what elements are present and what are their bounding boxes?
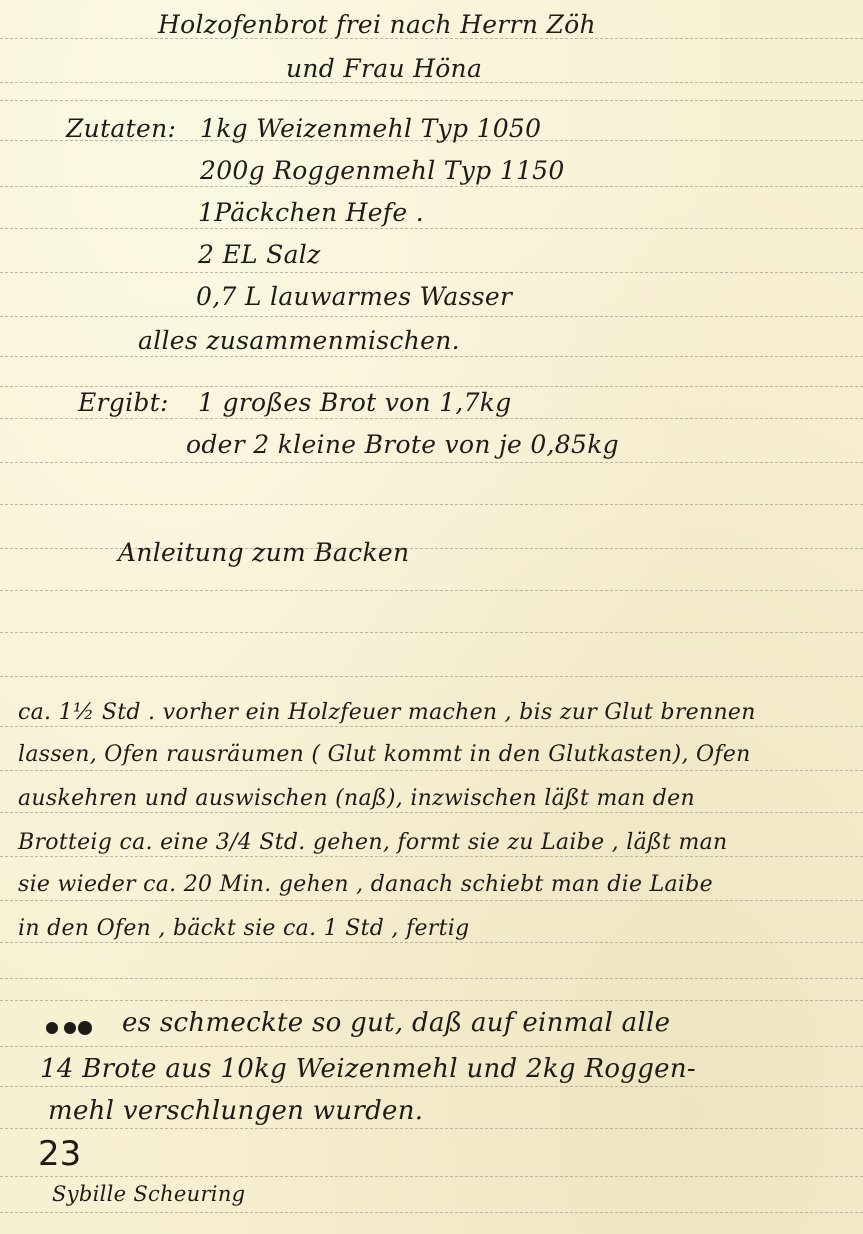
instructions-heading: Anleitung zum Backen (118, 538, 410, 567)
signature: Sybille Scheuring (52, 1182, 246, 1206)
ruled-line (0, 386, 863, 387)
ruled-line (0, 462, 863, 463)
ruled-line (0, 316, 863, 317)
ruled-line (0, 1086, 863, 1087)
ruled-line (0, 418, 863, 419)
dot-icon (46, 1022, 58, 1034)
ingredient-item: 2 EL Salz (198, 240, 321, 269)
yield-line-2: oder 2 kleine Brote von je 0,85kg (186, 430, 619, 459)
note-line: es schmeckte so gut, daß auf einmal alle (122, 1008, 671, 1038)
recipe-title-line-2: und Frau Höna (286, 54, 483, 83)
ruled-line (0, 590, 863, 591)
ingredient-item: 0,7 L lauwarmes Wasser (196, 282, 513, 311)
ruled-line (0, 726, 863, 727)
yield-label: Ergibt: (78, 388, 169, 417)
ruled-line (0, 1046, 863, 1047)
ruled-line (0, 1000, 863, 1001)
dot-icon (78, 1021, 92, 1035)
ingredients-label: Zutaten: (66, 114, 177, 143)
ruled-line (0, 942, 863, 943)
instruction-line: in den Ofen , bäckt sie ca. 1 Std , fertig (18, 916, 470, 941)
dot-icon (64, 1022, 76, 1034)
ruled-line (0, 770, 863, 771)
ruled-line (0, 356, 863, 357)
ingredient-item: 1Päckchen Hefe . (198, 198, 424, 227)
ingredient-item: 200g Roggenmehl Typ 1150 (200, 156, 565, 185)
yield-line-1: 1 großes Brot von 1,7kg (198, 388, 512, 417)
ruled-line (0, 900, 863, 901)
note-line: 14 Brote aus 10kg Weizenmehl und 2kg Roggen- (40, 1054, 696, 1084)
ruled-line (0, 186, 863, 187)
ruled-line (0, 1176, 863, 1177)
instruction-line: ca. 1½ Std . vorher ein Holzfeuer machen , bis zur Glut brennen (18, 700, 756, 725)
page-number: 23 (38, 1134, 82, 1174)
instruction-line: sie wieder ca. 20 Min. gehen , danach schiebt man die Laibe (18, 872, 713, 897)
ruled-line (0, 228, 863, 229)
bullet-dots-icon (46, 1020, 110, 1036)
ruled-line (0, 632, 863, 633)
instruction-line: auskehren und auswischen (naß), inzwischen läßt man den (18, 786, 695, 811)
instruction-line: Brotteig ca. eine 3/4 Std. gehen, formt sie zu Laibe , läßt man (18, 830, 728, 855)
ruled-line (0, 100, 863, 101)
note-line: mehl verschlungen wurden. (48, 1096, 424, 1126)
ruled-line (0, 504, 863, 505)
ruled-line (0, 676, 863, 677)
ruled-line (0, 978, 863, 979)
instruction-line: lassen, Ofen rausräumen ( Glut kommt in den Glutkasten), Ofen (18, 742, 751, 767)
ruled-line (0, 1212, 863, 1213)
ingredient-item: 1kg Weizenmehl Typ 1050 (200, 114, 542, 143)
ruled-line (0, 812, 863, 813)
ruled-line (0, 272, 863, 273)
ruled-line (0, 1128, 863, 1129)
recipe-title-line-1: Holzofenbrot frei nach Herrn Zöh (158, 10, 596, 39)
mixing-instruction: alles zusammenmischen. (138, 326, 460, 355)
ruled-line (0, 856, 863, 857)
